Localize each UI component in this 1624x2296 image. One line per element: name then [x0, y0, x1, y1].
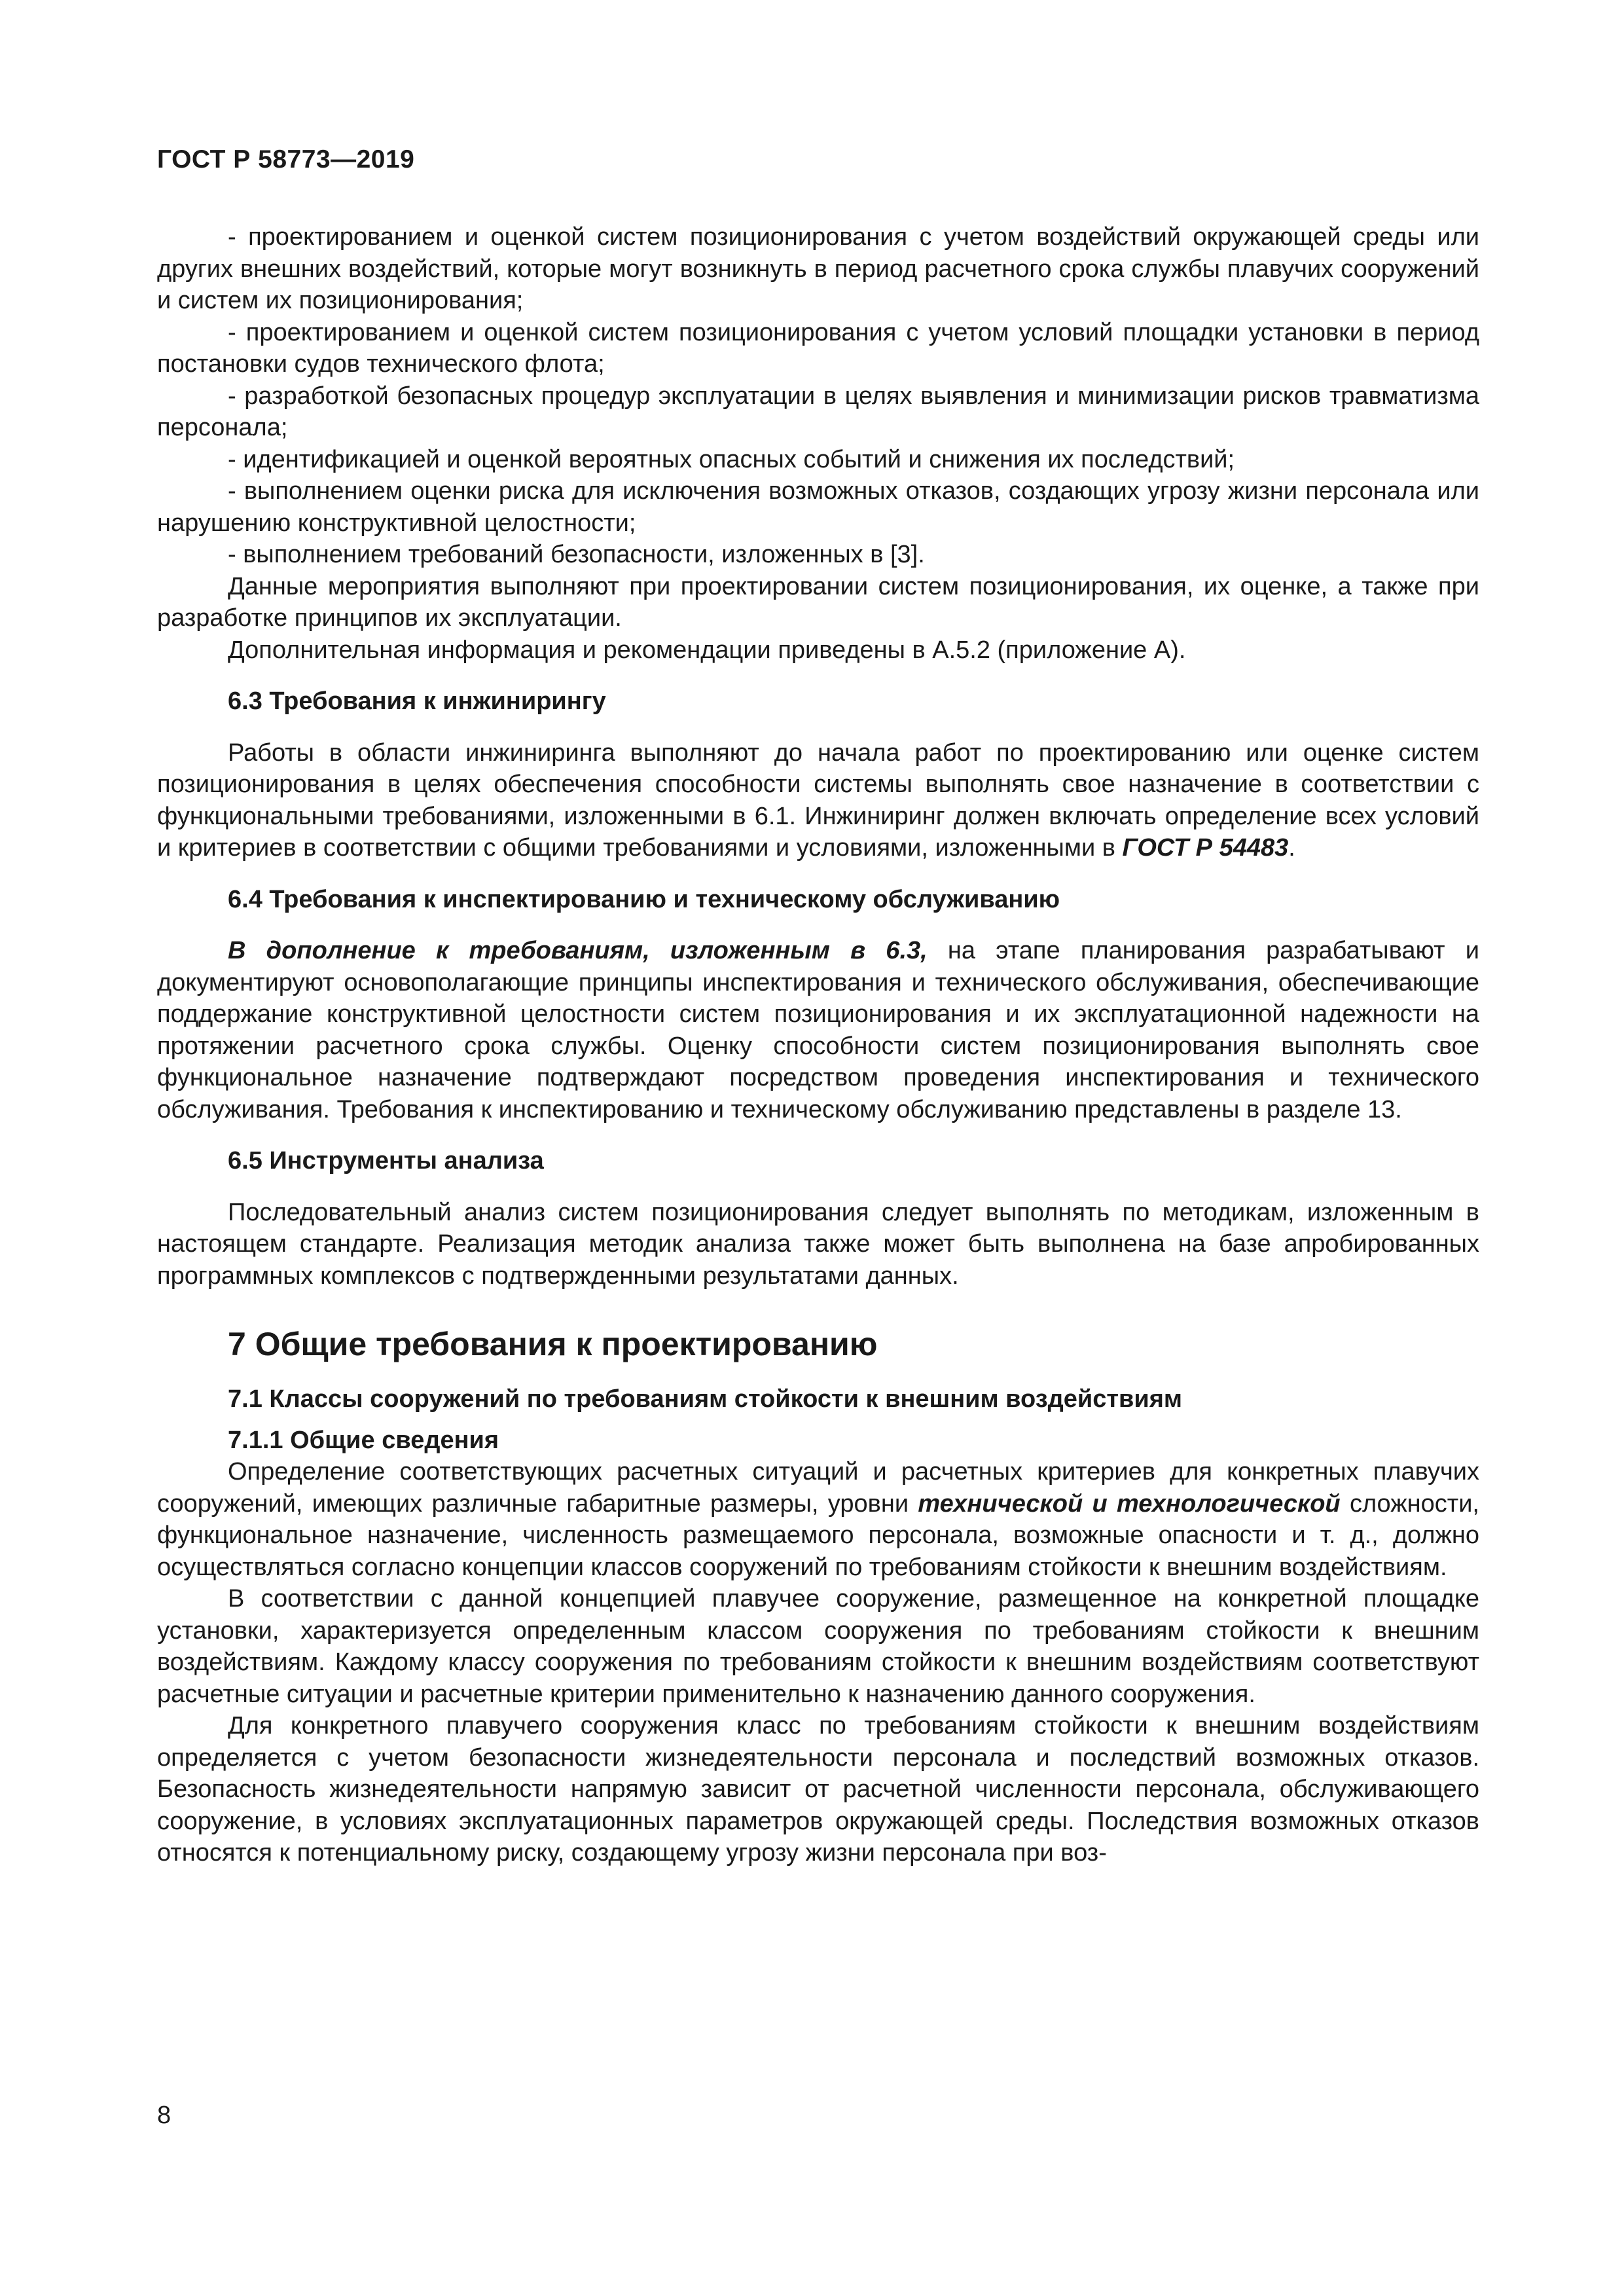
emphasis-lead: В дополнение к требованиям, изложенным в 6.3, [228, 937, 928, 964]
list-item: - проектированием и оценкой систем позиционирования с учетом воздействий окружающей среды или других внешних воздействий, которые могут возникнуть в период расчетного срока службы плавучих сооружений и систем их позиционирования; [157, 223, 1479, 314]
paragraph: Последовательный анализ систем позиционирования следует выполнять по методикам, изложенным в настоящем стандарте. Реализация методик анализа также может быть выполнена на базе апробированных программных комплексов с подтвержденными результатами данных. [157, 1198, 1479, 1290]
paragraph: В соответствии с данной концепцией плавучее сооружение, размещенное на конкретной площадке установки, характеризуется определенным классом сооружения по требованиям стойкости к внешним воздействиям. Каждому классу сооружения по требованиям стойкости к внешним воздействиям соответствуют расчетные ситуации и расчетные критерии применительно к назначению данного сооружения. [157, 1585, 1479, 1708]
section-heading-6-4: 6.4 Требования к инспектированию и техническому обслуживанию [228, 885, 1060, 913]
paragraph [157, 737, 1479, 864]
paragraph: Для конкретного плавучего сооружения класс по требованиям стойкости к внешним воздействиям определяется с учетом безопасности жизнедеятельности персонала и последствий возможных отказов. Безопасность жизнедеятельности напрямую зависит от расчетной численности персонала, обслуживающего сооружение, в условиях эксплуатационных параметров окружающей среды. Последствия возможных отказов относятся к потенциальному риску, создающему угрозу жизни персонала при воз- [157, 1712, 1479, 1867]
list-item: - проектированием и оценкой систем позиционирования с учетом условий площадки установки в период постановки судов технического флота; [157, 318, 1479, 378]
list-item: - выполнением оценки риска для исключения возможных отказов, создающих угрозу жизни персонала или нарушению конструктивной целостности; [157, 477, 1479, 537]
paragraph-text: на этапе планирования разрабатывают и документируют основополагающие принципы инспектирования и технического обслуживания, обеспечивающие поддержание конструктивной целостности систем позиционирования и их эксплуатационной надежности на протяжении расчетного срока службы. Оценку способности систем позиционирования выполнять свое функциональное назначение подтверждают посредством проведения инспектирования и технического обслуживания. Требования к инспектированию и техническому обслуживанию представлены в разделе 13. [157, 937, 1479, 1123]
section-heading-6-5: 6.5 Инструменты анализа [228, 1147, 544, 1175]
paragraph-text: . [1288, 834, 1295, 862]
page-number: 8 [157, 2102, 171, 2129]
paragraph-text: сложности, функциональное назначение, численность размещаемого персонала, возможные опасности и т. д., должно осуществляться согласно концепции классов сооружений по требованиям стойкости к внешним воздействиям. [157, 1489, 1479, 1581]
list-item: - разработкой безопасных процедур эксплуатации в целях выявления и минимизации рисков травматизма персонала; [157, 382, 1479, 441]
section-heading-6-3: 6.3 Требования к инжинирингу [228, 687, 606, 715]
list-item: - выполнением требований безопасности, изложенных в [3]. [228, 541, 925, 568]
paragraph-text: Работы в области инжиниринга выполняют до начала работ по проектированию или оценке систем позиционирования в целях обеспечения способности системы выполнять свое назначение в соответствии с функциональными требованиями, изложенными в 6.1. Инжиниринг должен включать определение всех условий и критериев в соответствии с общими требованиями и условиями, изложенными в [157, 738, 1479, 862]
paragraph: Дополнительная информация и рекомендации приведены в А.5.2 (приложение А). [228, 636, 1186, 664]
paragraph [157, 935, 1479, 1125]
standard-reference: ГОСТ Р 54483 [1122, 834, 1289, 862]
paragraph: Данные мероприятия выполняют при проектировании систем позиционирования, их оценке, а также при разработке принципов их эксплуатации. [157, 572, 1479, 632]
section-heading-7-1-1: 7.1.1 Общие сведения [228, 1426, 499, 1454]
document-body [157, 221, 1479, 1869]
section-heading-7-1: 7.1 Классы сооружений по требованиям стойкости к внешним воздействиям [228, 1385, 1183, 1413]
document-header: ГОСТ Р 58773—2019 [157, 145, 415, 173]
section-heading-7: 7 Общие требования к проектированию [228, 1326, 878, 1362]
paragraph [157, 1456, 1479, 1583]
emphasis-text: технической и технологической [918, 1489, 1341, 1518]
paragraph-text: Определение соответствующих расчетных ситуаций и расчетных критериев для конкретных плавучих сооружений, имеющих различные габаритные размеры, уровни [157, 1458, 1479, 1518]
list-item: - идентификацией и оценкой вероятных опасных событий и снижения их последствий; [228, 445, 1235, 473]
